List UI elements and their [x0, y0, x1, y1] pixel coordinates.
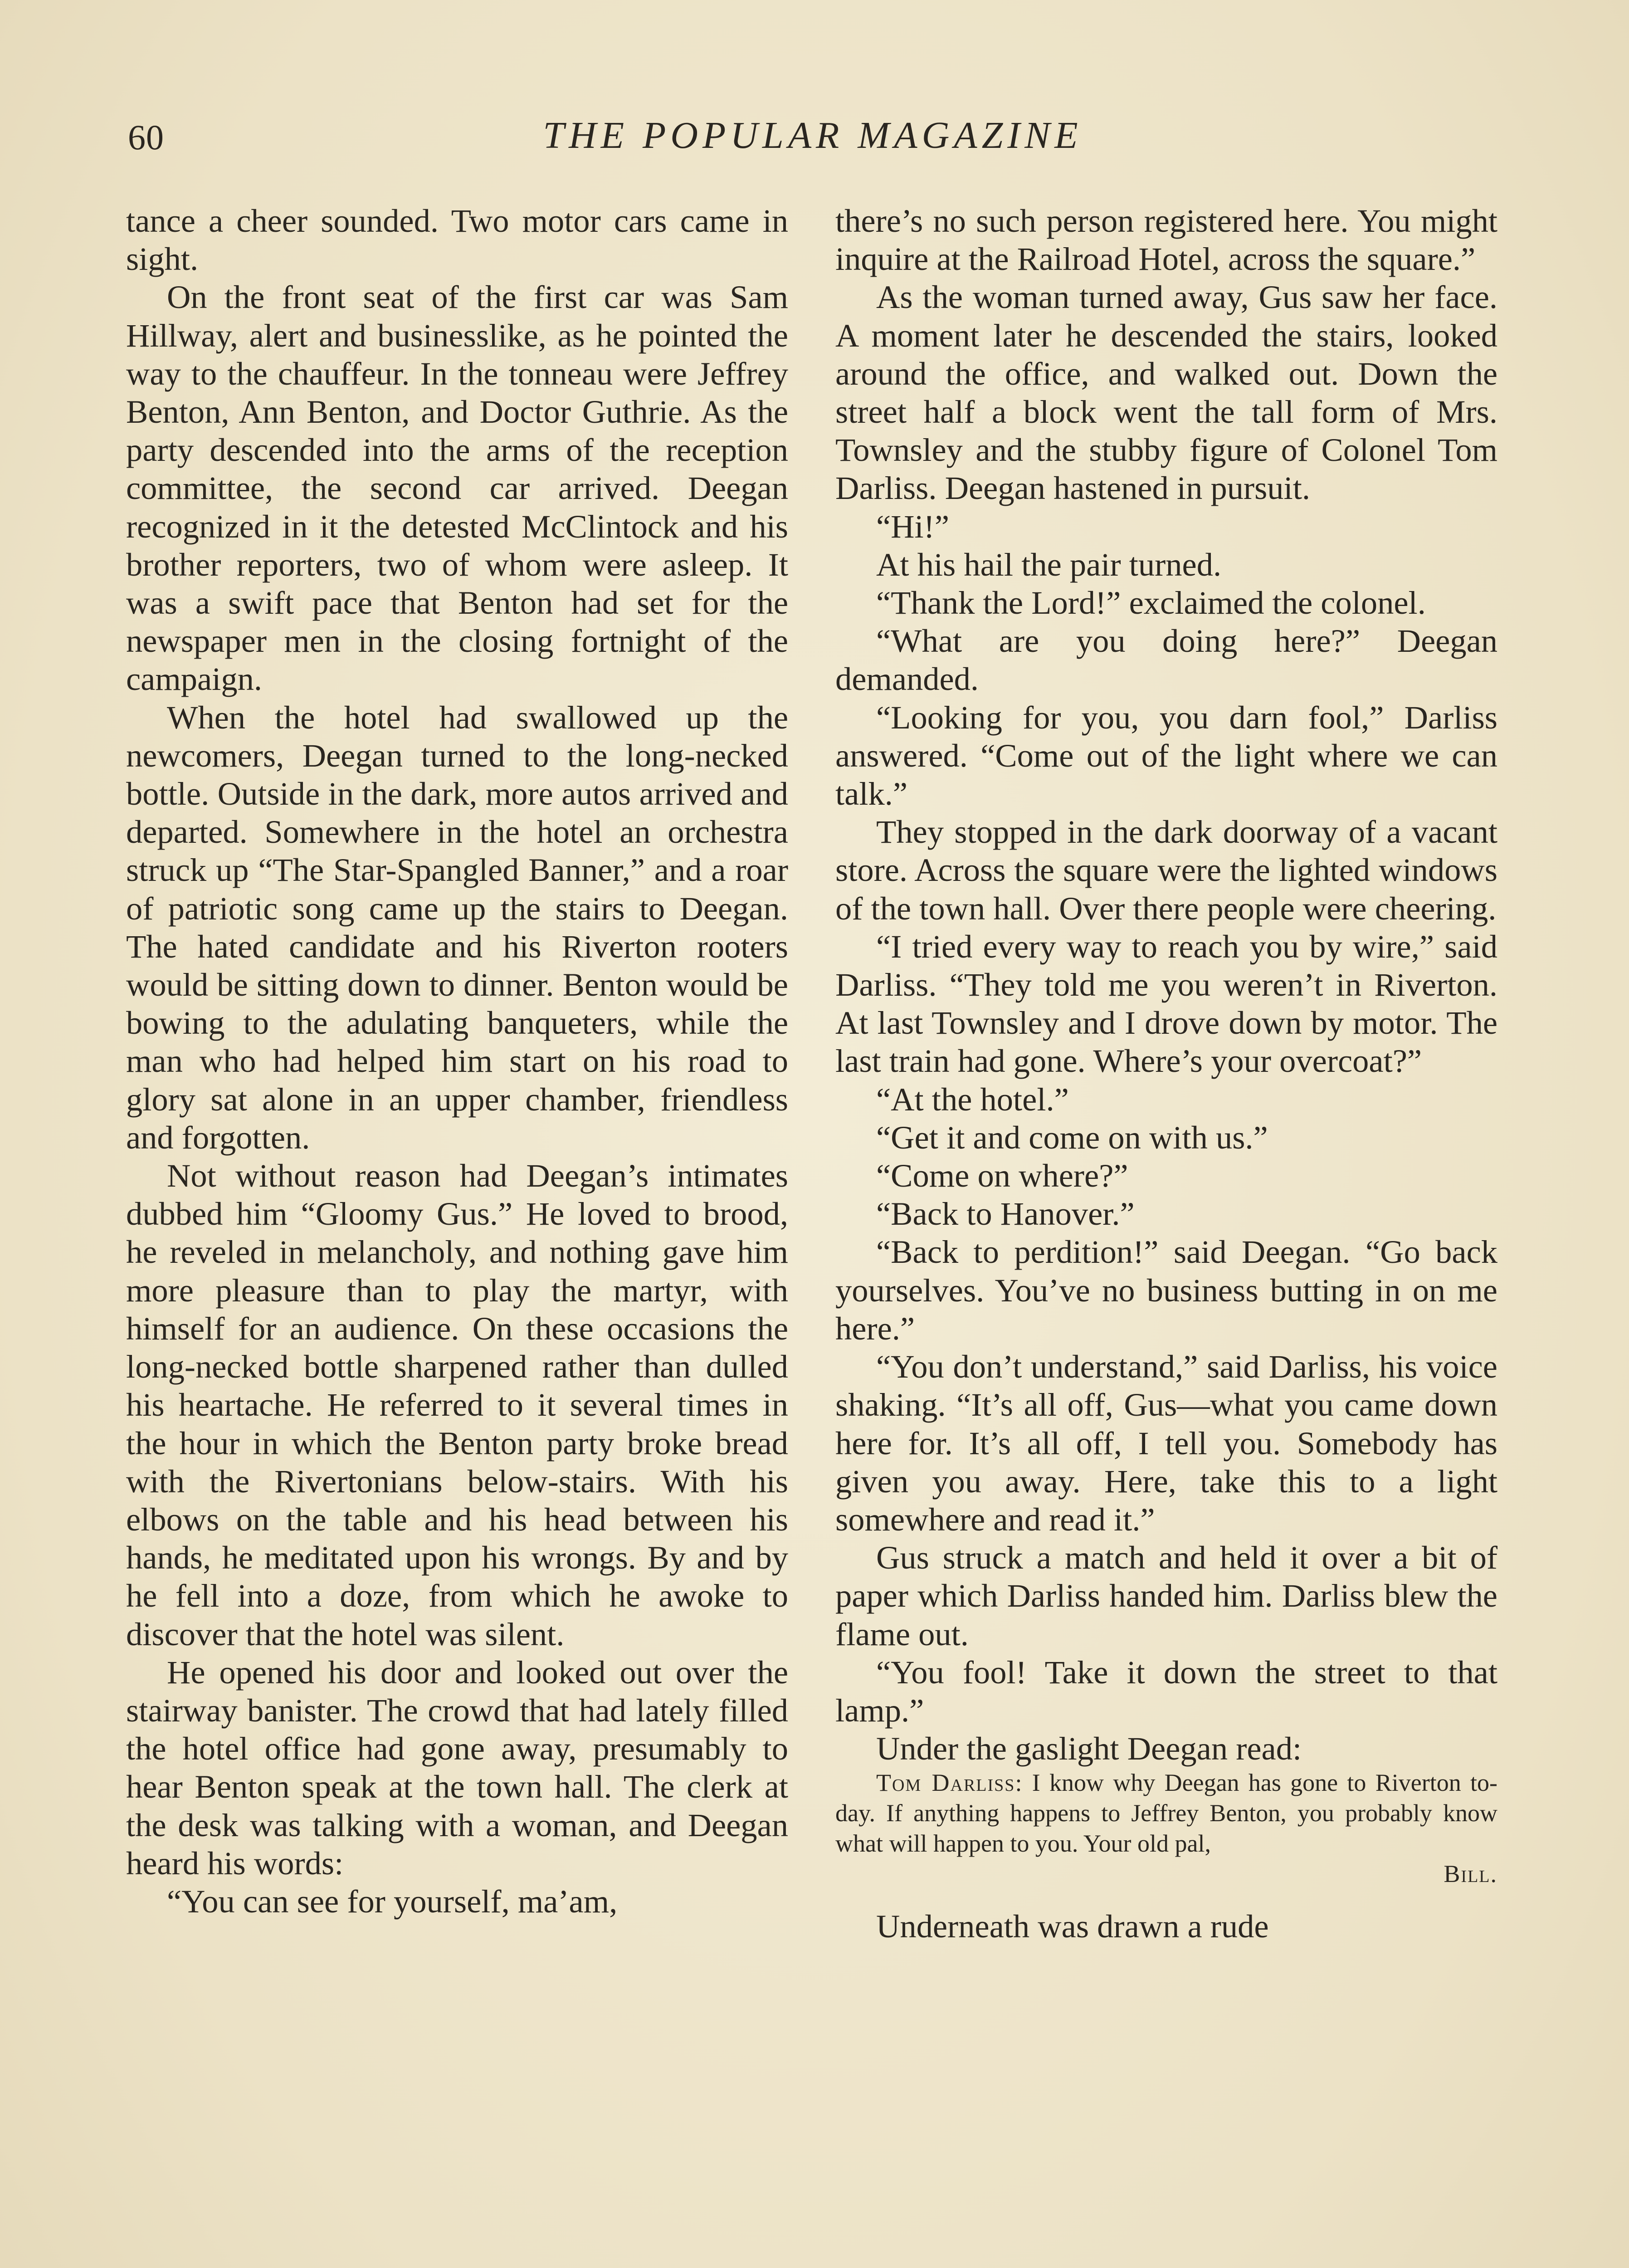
paragraph: “I tried every way to reach you by wire,” said Darliss. “They told me you weren’t in Riverton. At last Townsley and I drove down by motor. The last train had gone. Where’s your overcoat?”	[835, 928, 1497, 1080]
paragraph: “Come on where?”	[876, 1157, 1128, 1194]
paragraph: there’s no such person registered here. You might inquire at the Railroad Hotel, across the square.”	[835, 202, 1497, 278]
letter-signature: Bill.	[1444, 1860, 1497, 1888]
paragraph: On the front seat of the first car was Sam Hillway, alert and businesslike, as he pointed the way to the chauffeur. In the tonneau were Jeffrey Benton, Ann Benton, and Doctor Guthrie. As the party descended into the arms of the reception committee, the second car arrived. Deegan recognized in it the detested McClintock and his brother reporters, two of whom were asleep. It was a swift pace that Benton had set for the newspaper men in the closing fortnight of the campaign.	[126, 279, 788, 698]
letter-salutation: Tom Darliss:	[876, 1769, 1023, 1797]
paragraph: “What are you doing here?” Deegan demanded.	[835, 622, 1497, 698]
paragraph: “Looking for you, you darn fool,” Darliss answered. “Come out of the light where we can talk.”	[835, 699, 1497, 812]
paragraph: “Back to Hanover.”	[876, 1195, 1135, 1232]
paragraph: tance a cheer sounded. Two motor cars came in sight.	[126, 202, 788, 278]
paragraph: They stopped in the dark doorway of a vacant store. Across the square were the lighted windows of the town hall. Over there people were cheering.	[835, 813, 1497, 927]
paragraph: “At the hotel.”	[876, 1080, 1069, 1118]
paragraph: He opened his door and looked out over the stairway banister. The crowd that had lately filled the hotel office had gone away, presumably to hear Benton speak at the town hall. The clerk at the desk was talking with a woman, and Deegan heard his words:	[126, 1653, 788, 1882]
paragraph: “Get it and come on with us.”	[876, 1119, 1268, 1156]
letter-body: I know why Deegan has gone to Riverton to-day. If anything happens to Jeffrey Benton, you probably know what will happen to you. Your old pal,	[835, 1769, 1498, 1857]
paragraph: As the woman turned away, Gus saw her face. A moment later he descended the stairs, looked around the office, and walked out. Down the street half a block went the tall form of Mrs. Townsley and the stubby figure of Colonel Tom Darliss. Deegan hastened in pursuit.	[835, 279, 1497, 507]
page-header	[128, 113, 1497, 168]
paragraph: At his hail the pair turned.	[876, 546, 1222, 583]
paragraph: Under the gaslight Deegan read:	[876, 1730, 1302, 1767]
left-column	[126, 202, 788, 1921]
running-title: THE POPULAR MAGAZINE	[543, 114, 1083, 156]
paragraph: Underneath was drawn a rude	[876, 1908, 1269, 1945]
paragraph: “Thank the Lord!” exclaimed the colonel.	[876, 584, 1426, 621]
paragraph: “You fool! Take it down the street to that lamp.”	[835, 1653, 1497, 1729]
paragraph: “You don’t understand,” said Darliss, his voice shaking. “It’s all off, Gus—what you came down here for. It’s all off, I tell you. Somebody has given you away. Here, take this to a light somewhere and read it.”	[835, 1348, 1497, 1538]
paragraph: “You can see for yourself, ma’am,	[167, 1882, 618, 1920]
page-number: 60	[128, 117, 164, 157]
paragraph: When the hotel had swallowed up the newcomers, Deegan turned to the long-necked bottle. Outside in the dark, more autos arrived and departed. Somewhere in the hotel an orchestra struck up “The Star-Spangled Banner,” and a roar of patriotic song came up the stairs to Deegan. The hated candidate and his Riverton rooters would be sitting down to dinner. Benton would be bowing to the adulating banqueters, while the man who had helped him start on his road to glory sat alone in an upper chamber, friendless and forgotten.	[126, 699, 788, 1156]
paragraph: Not without reason had Deegan’s intimates dubbed him “Gloomy Gus.” He loved to brood, he reveled in melancholy, and nothing gave him more pleasure than to play the martyr, with himself for an audience. On these occasions the long-necked bottle sharpened rather than dulled his heartache. He referred to it several times in the hour in which the Benton party broke bread with the Rivertonians below-stairs. With his elbows on the table and his head between his hands, he meditated upon his wrongs. By and by he fell into a doze, from which he awoke to discover that the hotel was silent.	[126, 1157, 788, 1652]
paragraph: “Hi!”	[876, 508, 950, 545]
right-column	[835, 202, 1497, 1946]
quoted-letter	[835, 1768, 1497, 1859]
paragraph: “Back to perdition!” said Deegan. “Go back yourselves. You’ve no business butting in on me here.”	[835, 1233, 1497, 1347]
paragraph: Gus struck a match and held it over a bit of paper which Darliss handed him. Darliss blew the flame out.	[835, 1539, 1497, 1652]
